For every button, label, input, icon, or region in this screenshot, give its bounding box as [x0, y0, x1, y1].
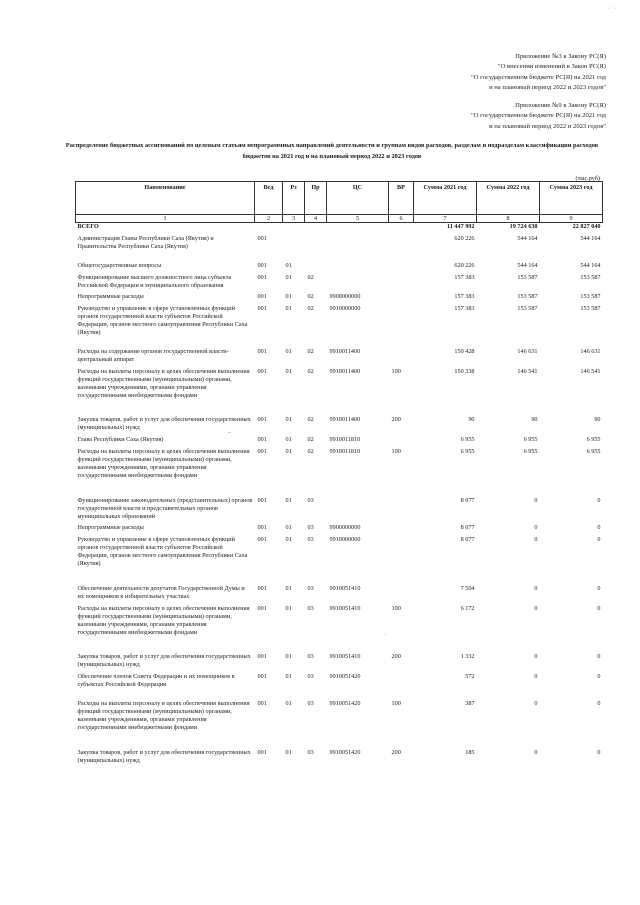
cell-pr: 03 [307, 604, 314, 612]
cell-sum-2023: 0 [597, 496, 601, 504]
cell-rz [283, 223, 305, 235]
cell-name: Закупка товаров, работ и услуг для обеспечения государственных (муниципальных) нужд [77, 748, 251, 764]
cell-sum-2021: 1 332 [460, 653, 475, 661]
cell-ved: 001 [257, 416, 267, 424]
cell-rz: 01 [285, 524, 292, 532]
appendix-3-line: "О внесении изменений в Закон РС(Я) [497, 63, 606, 71]
table-row [76, 305, 603, 348]
header-sum-2022: Сумма 2022 год [477, 182, 540, 215]
cell-cs: 9910011400 [329, 416, 361, 424]
cell-sum-2021: 7 504 [460, 585, 475, 592]
cell-sum-2023: 544 164 [580, 261, 601, 269]
column-number: 1 [76, 215, 255, 223]
cell-pr: 03 [307, 653, 314, 661]
cell-rz: 01 [285, 448, 292, 456]
cell-rz: 01 [285, 673, 292, 681]
cell-rz: 01 [285, 700, 292, 708]
cell-sum-2023: 153 587 [580, 273, 601, 281]
cell-pr: 03 [307, 700, 314, 708]
cell-ved: 001 [257, 653, 267, 661]
cell-sum-2021: 6 955 [460, 448, 475, 456]
cell-ved: 001 [257, 585, 267, 592]
cell-pr: 02 [307, 293, 314, 301]
cell-cs: 9910011810 [329, 448, 361, 456]
cell-sum-2022: 0 [534, 748, 538, 756]
cell-rz: 01 [285, 347, 292, 355]
cell-ved: 001 [257, 234, 267, 242]
cell-sum-2022: 19 724 638 [509, 223, 538, 230]
cell-cs: 9910000000 [329, 305, 361, 313]
cell-name: Администрация Главы Республики Саха (Якутия) и Правительства Республики Саха (Якутия) [77, 234, 214, 250]
cell-ved: 001 [257, 496, 267, 504]
cell-sum-2021: 620 226 [454, 234, 475, 242]
cell-cs [327, 262, 389, 274]
cell-rz: 01 [285, 293, 292, 301]
cell-sum-2021: 185 [465, 748, 475, 756]
cell-sum-2023: 0 [597, 585, 601, 592]
cell-pr: 03 [307, 585, 314, 592]
column-number: 5 [327, 215, 389, 223]
table-row [76, 700, 603, 749]
cell-pr: 02 [307, 347, 314, 355]
cell-vr [389, 524, 414, 536]
cell-sum-2021: 6 172 [460, 604, 475, 612]
cell-sum-2023: 0 [597, 536, 601, 544]
cell-pr: 03 [307, 673, 314, 681]
cell-cs: 9900000000 [329, 524, 361, 532]
cell-cs: 9910000000 [329, 536, 361, 544]
column-number: 2 [255, 215, 283, 223]
cell-vr [389, 536, 414, 585]
cell-name: Закупка товаров, работ и услуг для обеспечения государственных (муниципальных) нужд [77, 653, 251, 669]
cell-sum-2023: 146 541 [580, 367, 601, 375]
cell-rz: 01 [285, 536, 292, 544]
header-ved: Вед [255, 182, 283, 215]
cell-pr [305, 223, 327, 235]
cell-sum-2023: 0 [597, 748, 601, 756]
cell-sum-2023: 0 [597, 524, 601, 532]
cell-sum-2022: 544 164 [517, 261, 538, 269]
cell-sum-2022: 0 [534, 585, 538, 592]
cell-sum-2022: 0 [534, 653, 538, 661]
cell-cs: 9910051420 [329, 700, 361, 708]
cell-sum-2021: 157 383 [454, 293, 475, 301]
table-row [76, 293, 603, 305]
cell-name: Функционирование высшего должностного лица субъекта Российской Федерации и муниципального образования [77, 273, 232, 289]
table-header-row [76, 182, 603, 215]
cell-vr [389, 305, 414, 348]
header-rz: Рз [283, 182, 305, 215]
cell-name: Руководство и управление в сфере установленных функций органов государственной власти субъектов Российской Федерации, органов местного самоуправления Республики Саха (Якутия) [77, 305, 248, 337]
column-number: 9 [540, 215, 603, 223]
cell-rz: 01 [285, 261, 292, 269]
cell-name: Расходы на содержание органов государственной власти- центральный аппарат [77, 347, 229, 363]
cell-vr [389, 585, 414, 605]
cell-vr [389, 235, 414, 262]
cell-rz [283, 235, 305, 262]
cell-cs [327, 223, 389, 235]
cell-pr [305, 235, 327, 262]
cell-sum-2021: 157 383 [454, 273, 475, 281]
table-row [76, 524, 603, 536]
table-row [76, 262, 603, 274]
cell-rz: 01 [285, 273, 292, 281]
header-sum-2023: Сумма 2023 год [540, 182, 603, 215]
cell-cs: 9910051410 [329, 653, 361, 661]
table-row [76, 274, 603, 294]
cell-cs: 9910051420 [329, 673, 361, 681]
table-row [76, 235, 603, 262]
cell-sum-2022: 146 541 [517, 367, 538, 375]
cell-sum-2023: 0 [597, 604, 601, 612]
cell-pr: 02 [307, 448, 314, 456]
cell-vr [389, 436, 414, 448]
cell-sum-2023: 0 [597, 700, 601, 708]
cell-vr [389, 348, 414, 368]
cell-cs [327, 235, 389, 262]
cell-name: Общегосударственные вопросы [77, 261, 162, 269]
cell-sum-2021: 157 383 [454, 305, 475, 313]
cell-ved: 001 [257, 305, 267, 313]
appendix-3-line: Приложение №3 к Закону РС(Я) [515, 53, 606, 60]
header-vr: ВР [389, 182, 414, 215]
header-pr: Пр [305, 182, 327, 215]
cell-pr: 02 [307, 416, 314, 424]
cell-sum-2022: 6 955 [523, 436, 538, 444]
cell-ved: 001 [257, 673, 267, 681]
cell-name: Глава Республики Саха (Якутия) [77, 436, 164, 444]
cell-name: Обеспечение деятельности депутатов Государственной Думы и их помощников в избирательных участках [77, 585, 245, 600]
cell-sum-2023: 153 587 [580, 293, 601, 301]
column-number-row [76, 215, 603, 223]
table-row [76, 448, 603, 497]
cell-vr: 100 [391, 700, 401, 708]
cell-sum-2023: 90 [594, 416, 601, 424]
cell-name: Руководство и управление в сфере установленных функций органов государственной власти субъектов Российской Федерации, органов местного самоуправления Республики Саха (Якутия) [77, 536, 248, 568]
header-sum-2021: Сумма 2021 год [414, 182, 477, 215]
cell-rz: 01 [285, 305, 292, 313]
cell-sum-2022: 0 [534, 673, 538, 681]
cell-sum-2021: 150 338 [454, 367, 475, 375]
cell-ved: 001 [257, 293, 267, 301]
cell-vr: 200 [391, 748, 401, 756]
cell-sum-2022: 153 587 [517, 273, 538, 281]
cell-vr: 100 [391, 448, 401, 456]
scan-dot: – [228, 430, 231, 436]
appendix-3-header [471, 52, 606, 94]
cell-vr: 200 [391, 653, 401, 661]
cell-sum-2022: 0 [534, 604, 538, 612]
cell-pr: 03 [307, 748, 314, 756]
cell-sum-2022: 544 164 [517, 234, 538, 242]
cell-sum-2023: 0 [597, 673, 601, 681]
cell-sum-2023: 146 631 [580, 347, 601, 355]
table-row [76, 223, 603, 235]
cell-sum-2022: 153 587 [517, 293, 538, 301]
cell-name: Непрограммные расходы [77, 293, 144, 301]
cell-cs: 9910011400 [329, 347, 361, 355]
cell-ved: 001 [257, 436, 267, 444]
cell-ved: 001 [257, 261, 267, 269]
cell-sum-2021: 387 [465, 700, 475, 708]
cell-vr: 100 [391, 604, 401, 612]
appendix-9-line: и на плановый период 2022 и 2023 годов" [489, 122, 606, 130]
cell-sum-2021: 8 077 [460, 496, 475, 504]
cell-ved: 001 [257, 604, 267, 612]
table-row [76, 348, 603, 368]
appendix-9-header [471, 101, 606, 132]
cell-sum-2021: 150 428 [454, 347, 475, 355]
appendix-9-line: Приложение №9 к Закону РС(Я) [515, 102, 606, 109]
scan-mark: · · [608, 6, 617, 12]
cell-cs: 9910011810 [329, 436, 361, 444]
cell-cs: 9910011400 [329, 367, 361, 375]
cell-name: Расходы на выплаты персоналу в целях обеспечения выполнения функций государственными (муниципальными) органами, казенными учреждениями, органами управления государственными внебюджетными фондами [77, 367, 250, 399]
cell-sum-2021: 90 [468, 416, 475, 424]
cell-pr [305, 262, 327, 274]
cell-name: Расходы на выплаты персоналу в целях обеспечения выполнения функций государственными (муниципальными) органами, казенными учреждениями, органами управления государственными внебюджетными фондами [77, 604, 250, 636]
cell-sum-2021: 572 [465, 673, 475, 681]
cell-sum-2022: 0 [534, 524, 538, 532]
cell-vr [389, 293, 414, 305]
scan-dot: · [384, 632, 386, 638]
cell-vr [389, 262, 414, 274]
cell-sum-2023: 22 827 040 [572, 223, 601, 230]
cell-rz: 01 [285, 748, 292, 756]
column-number: 3 [283, 215, 305, 223]
cell-sum-2023: 153 587 [580, 305, 601, 313]
cell-name: ВСЕГО [77, 223, 99, 230]
cell-sum-2022: 0 [534, 536, 538, 544]
cell-cs: 9910051410 [329, 585, 361, 592]
cell-pr: 02 [307, 436, 314, 444]
cell-sum-2023: 544 164 [580, 234, 601, 242]
cell-vr [389, 497, 414, 525]
cell-sum-2023: 6 955 [586, 436, 601, 444]
cell-name: Закупка товаров, работ и услуг для обеспечения государственных (муниципальных) нужд [77, 416, 251, 432]
cell-pr: 03 [307, 524, 314, 532]
table-row [76, 605, 603, 654]
cell-ved: 001 [257, 448, 267, 456]
appendix-3-line: "О государственном бюджете РС(Я) на 2021 год [471, 73, 606, 81]
cell-vr: 200 [391, 416, 401, 424]
cell-pr: 02 [307, 367, 314, 375]
cell-sum-2022: 0 [534, 700, 538, 708]
cell-sum-2021: 8 077 [460, 536, 475, 544]
units-label: (тыс.руб) [575, 175, 600, 182]
cell-rz: 01 [285, 436, 292, 444]
cell-ved: 001 [257, 748, 267, 756]
header-cs: ЦС [327, 182, 389, 215]
cell-sum-2021: 620 226 [454, 261, 475, 269]
cell-sum-2022: 0 [534, 496, 538, 504]
cell-cs [327, 274, 389, 294]
cell-sum-2022: 6 955 [523, 448, 538, 456]
cell-vr [389, 274, 414, 294]
table-row [76, 673, 603, 700]
cell-sum-2021: 6 955 [460, 436, 475, 444]
table-row [76, 585, 603, 605]
appendix-9-line: "О государственном бюджете РС(Я) на 2021 год [471, 112, 606, 120]
column-number: 8 [477, 215, 540, 223]
cell-sum-2021: 8 077 [460, 524, 475, 532]
cell-rz: 01 [285, 604, 292, 612]
cell-vr: 100 [391, 367, 401, 375]
table-row [76, 536, 603, 585]
budget-table [75, 181, 603, 769]
appendix-3-line: и на плановый период 2022 и 2023 годов" [489, 84, 606, 92]
cell-cs: 9910051420 [329, 748, 361, 756]
cell-ved: 001 [257, 273, 267, 281]
column-number: 6 [389, 215, 414, 223]
cell-pr: 02 [307, 305, 314, 313]
table-row [76, 749, 603, 769]
cell-pr: 03 [307, 496, 314, 504]
cell-rz: 01 [285, 496, 292, 504]
cell-cs: 9910051410 [329, 604, 361, 612]
cell-vr [389, 673, 414, 700]
cell-cs: 9900000000 [329, 293, 361, 301]
cell-sum-2021: 11 447 992 [446, 223, 475, 230]
cell-rz: 01 [285, 653, 292, 661]
cell-name: Непрограммные расходы [77, 524, 144, 532]
cell-sum-2022: 153 587 [517, 305, 538, 313]
cell-name: Функционирование законодательных (представительных) органов государственной власти и представительных органов муниципальных образований [77, 496, 253, 520]
header-name: Наименование [76, 182, 255, 215]
column-number: 4 [305, 215, 327, 223]
table-row [76, 416, 603, 436]
cell-ved: 001 [257, 347, 267, 355]
table-row [76, 368, 603, 417]
cell-name: Обеспечение членов Совета Федерации и их помощников в субъектах Российской Федерации [77, 673, 235, 689]
cell-sum-2023: 0 [597, 653, 601, 661]
cell-ved: 001 [257, 524, 267, 532]
table-row [76, 436, 603, 448]
cell-sum-2022: 146 631 [517, 347, 538, 355]
cell-pr: 02 [307, 273, 314, 281]
table-row [76, 497, 603, 525]
column-number: 7 [414, 215, 477, 223]
cell-cs [327, 497, 389, 525]
document-title: Распределение бюджетных ассигнований по целевым статьям непрограммных направлений деятельности и группам видов расходов, разделам и подразделам классификации расходов бюджетов на 2021 год и на плановый период 2022 и 2023 годов [65, 142, 599, 160]
cell-ved: 001 [257, 700, 267, 708]
cell-name: Расходы на выплаты персоналу в целях обеспечения выполнения функций государственными (муниципальными) органами, казенными учреждениями, органами управления государственными внебюджетными фондами [77, 700, 250, 731]
cell-ved: 001 [257, 367, 267, 375]
cell-vr [389, 223, 414, 235]
cell-sum-2023: 6 955 [586, 448, 601, 456]
table-row [76, 653, 603, 673]
cell-rz: 01 [285, 416, 292, 424]
cell-name: Расходы на выплаты персоналу в целях обеспечения выполнения функций государственными (муниципальными) органами, казенными учреждениями, органами управления государственными внебюджетными фондами [77, 448, 250, 479]
cell-rz: 01 [285, 585, 292, 592]
table-body [76, 223, 603, 769]
cell-ved [255, 223, 283, 235]
cell-rz: 01 [285, 367, 292, 375]
cell-sum-2022: 90 [531, 416, 538, 424]
cell-ved: 001 [257, 536, 267, 544]
cell-pr: 03 [307, 536, 314, 544]
